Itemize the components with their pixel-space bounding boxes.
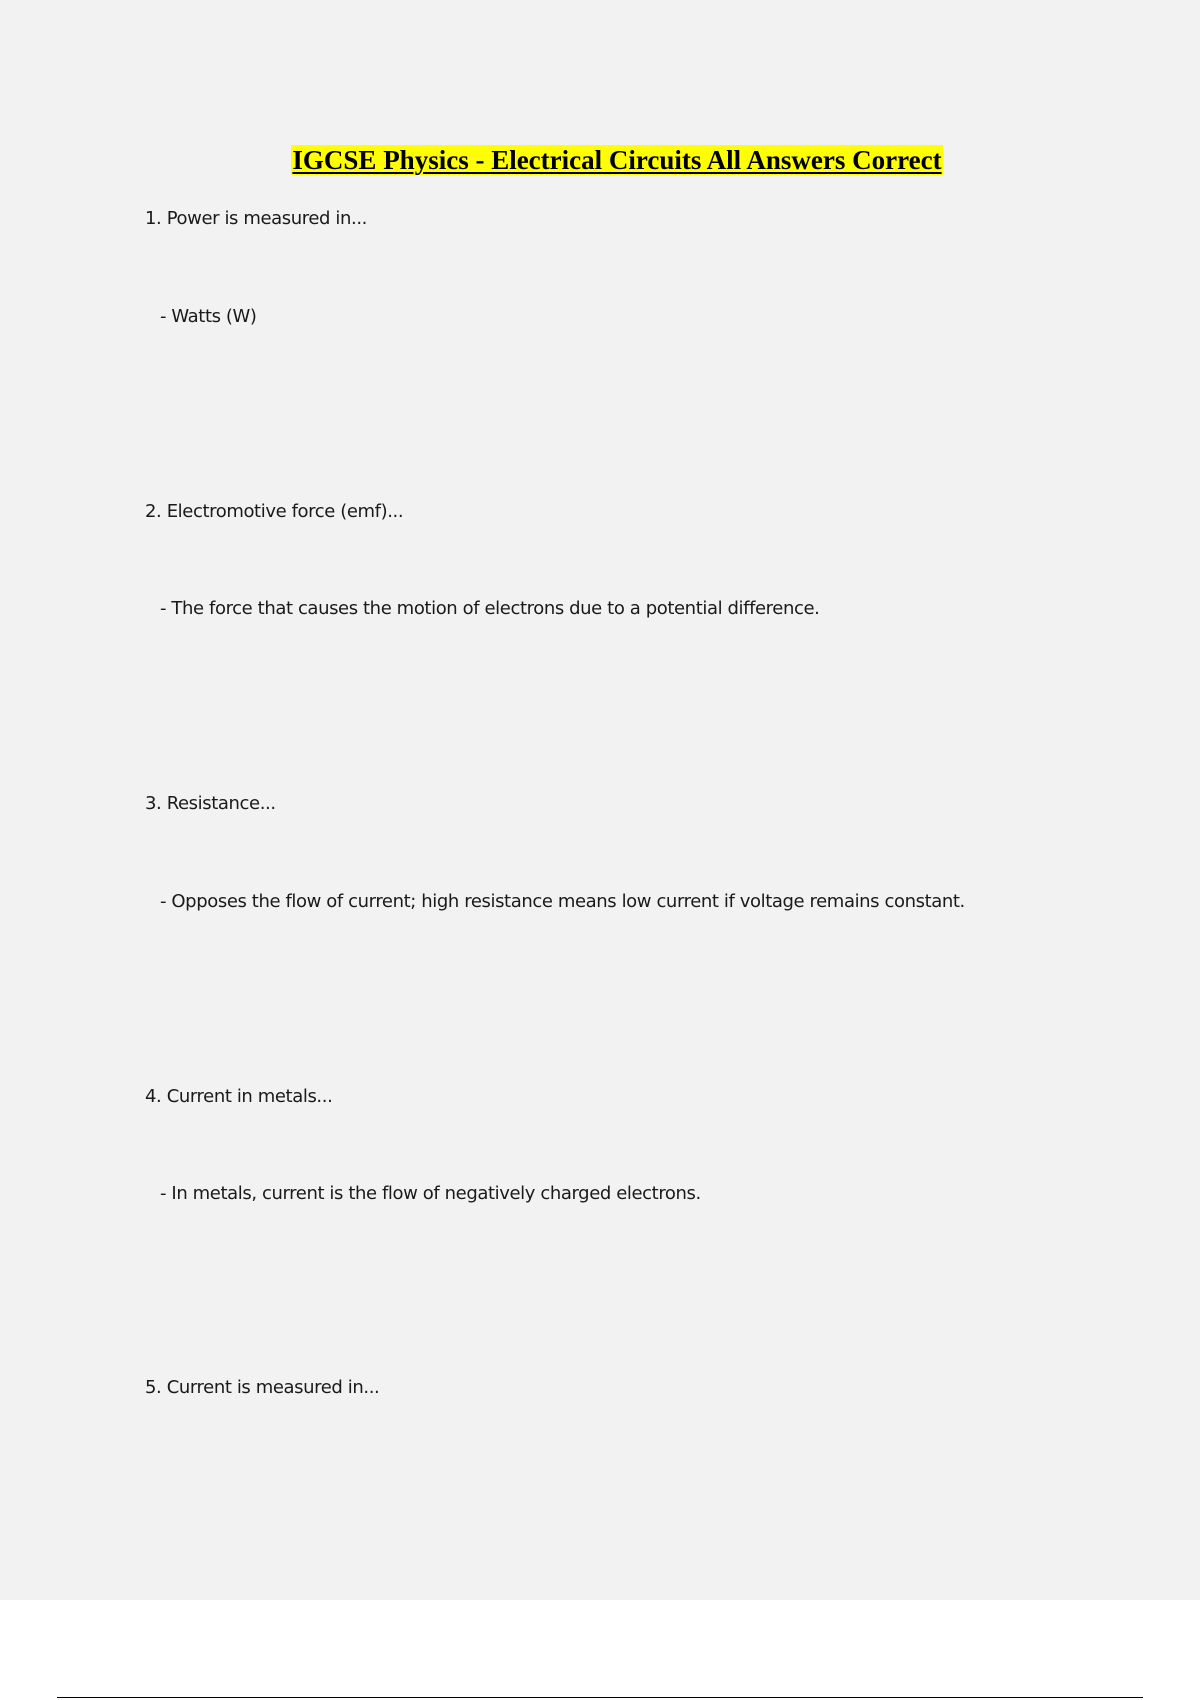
question-3: 3. Resistance... [145, 793, 276, 814]
answer-3: - Opposes the flow of current; high resistance means low current if voltage remains constant. [160, 891, 965, 912]
question-5: 5. Current is measured in... [145, 1377, 380, 1398]
question-4: 4. Current in metals... [145, 1086, 333, 1107]
title-text: IGCSE Physics - Electrical Circuits All Answers Correct [292, 145, 942, 175]
answer-2: - The force that causes the motion of electrons due to a potential difference. [160, 598, 820, 619]
question-1: 1. Power is measured in... [145, 208, 367, 229]
question-2: 2. Electromotive force (emf)... [145, 501, 404, 522]
answer-4: - In metals, current is the flow of negatively charged electrons. [160, 1183, 701, 1204]
footer-divider [57, 1697, 1143, 1698]
answer-1: - Watts (W) [160, 306, 257, 327]
document-title [0, 143, 1200, 177]
